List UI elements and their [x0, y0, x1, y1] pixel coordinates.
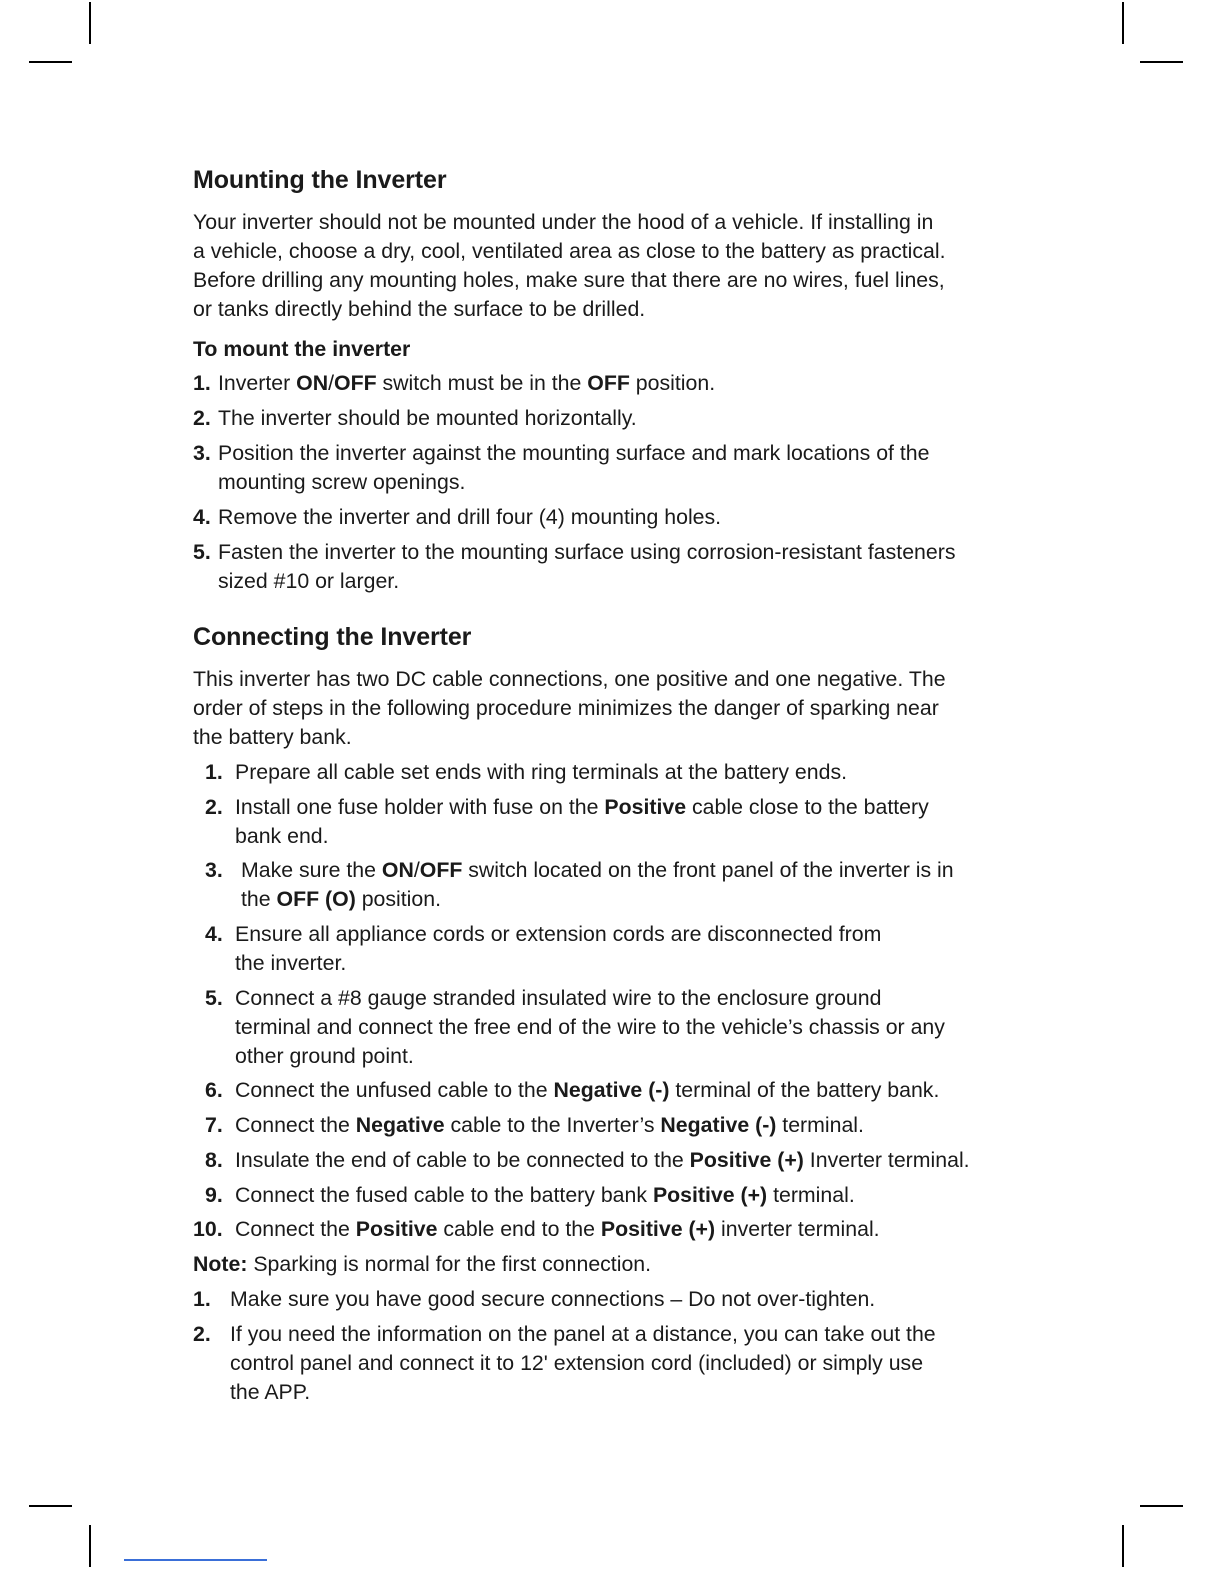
crop-mark-top-right-horizontal: [1140, 61, 1183, 63]
list-text: Connect the fused cable to the battery bank Positive (+) terminal.: [235, 1183, 855, 1207]
list-number: 1.: [193, 1287, 211, 1311]
subheading-to-mount: To mount the inverter: [193, 337, 411, 361]
note-label: Note:: [193, 1252, 248, 1276]
mounting-intro-paragraph: [193, 208, 946, 324]
list-number: 3.: [193, 441, 211, 465]
list-text: Make sure the ON/OFF switch located on the front panel of the inverter is in the OFF (O) position.: [241, 858, 954, 911]
crop-mark-bottom-right-horizontal: [1140, 1505, 1183, 1507]
section-heading-mounting: Mounting the Inverter: [193, 166, 447, 194]
list-number: 9.: [205, 1183, 223, 1207]
list-number: 10.: [193, 1217, 223, 1241]
list-text: Remove the inverter and drill four (4) mounting holes.: [218, 505, 722, 529]
list-text: Connect the unfused cable to the Negative (-) terminal of the battery bank.: [235, 1078, 940, 1102]
note: [193, 1250, 651, 1279]
list-number: 7.: [205, 1113, 223, 1137]
section-heading-connecting: Connecting the Inverter: [193, 623, 472, 651]
list-text: Fasten the inverter to the mounting surface using corrosion-resistant fasteners sized #10 or larger.: [218, 540, 956, 593]
list-number: 8.: [205, 1148, 223, 1172]
list-text: Install one fuse holder with fuse on the Positive cable close to the battery bank end.: [235, 795, 929, 848]
note-text: Sparking is normal for the first connection.: [247, 1252, 652, 1276]
list-number: 3.: [205, 858, 223, 882]
crop-mark-bottom-left-vertical: [89, 1525, 91, 1567]
list-number: 6.: [205, 1078, 223, 1102]
paragraph-line: order of steps in the following procedure minimizes the danger of sparking near: [193, 696, 939, 720]
paragraph-line: This inverter has two DC cable connections, one positive and one negative. The: [193, 667, 946, 691]
list-text: Ensure all appliance cords or extension cords are disconnected from the inverter.: [235, 922, 882, 975]
list-text: The inverter should be mounted horizontally.: [218, 406, 637, 430]
paragraph-line: the battery bank.: [193, 725, 352, 749]
paragraph-line: Before drilling any mounting holes, make sure that there are no wires, fuel lines,: [193, 268, 945, 292]
list-number: 2.: [205, 795, 223, 819]
bottom-blue-rule: [124, 1559, 267, 1561]
crop-mark-top-right-vertical: [1122, 2, 1124, 44]
list-number: 5.: [193, 540, 211, 564]
list-text: Prepare all cable set ends with ring terminals at the battery ends.: [235, 760, 848, 784]
list-text: Insulate the end of cable to be connected to the Positive (+) Inverter terminal.: [235, 1148, 970, 1172]
paragraph-line: a vehicle, choose a dry, cool, ventilated area as close to the battery as practical.: [193, 239, 946, 263]
list-text: Inverter ON/OFF switch must be in the OFF position.: [218, 371, 716, 395]
list-text: If you need the information on the panel at a distance, you can take out the control panel and connect it to 12' extension cord (included) or simply use the APP.: [230, 1322, 936, 1404]
list-text: Make sure you have good secure connections – Do not over-tighten.: [230, 1287, 876, 1311]
crop-mark-top-left-vertical: [89, 2, 91, 44]
paragraph-line: Your inverter should not be mounted under the hood of a vehicle. If installing in: [193, 210, 934, 234]
crop-mark-bottom-left-horizontal: [29, 1505, 72, 1507]
list-text: Connect a #8 gauge stranded insulated wire to the enclosure ground terminal and connect the free end of the wire to the vehicle’s chassis or any other ground point.: [235, 986, 945, 1068]
list-number: 4.: [193, 505, 211, 529]
list-text: Position the inverter against the mounting surface and mark locations of the mounting screw openings.: [218, 441, 930, 494]
list-text: Connect the Positive cable end to the Positive (+) inverter terminal.: [235, 1217, 880, 1241]
list-number: 1.: [193, 371, 211, 395]
paragraph-line: or tanks directly behind the surface to be drilled.: [193, 297, 646, 321]
list-number: 5.: [205, 986, 223, 1010]
list-number: 2.: [193, 1322, 211, 1346]
list-number: 4.: [205, 922, 223, 946]
connecting-intro-paragraph: [193, 665, 946, 752]
list-number: 1.: [205, 760, 223, 784]
crop-mark-bottom-right-vertical: [1122, 1525, 1124, 1567]
crop-mark-top-left-horizontal: [29, 61, 72, 63]
list-number: 2.: [193, 406, 211, 430]
list-text: Connect the Negative cable to the Inverter’s Negative (-) terminal.: [235, 1113, 864, 1137]
